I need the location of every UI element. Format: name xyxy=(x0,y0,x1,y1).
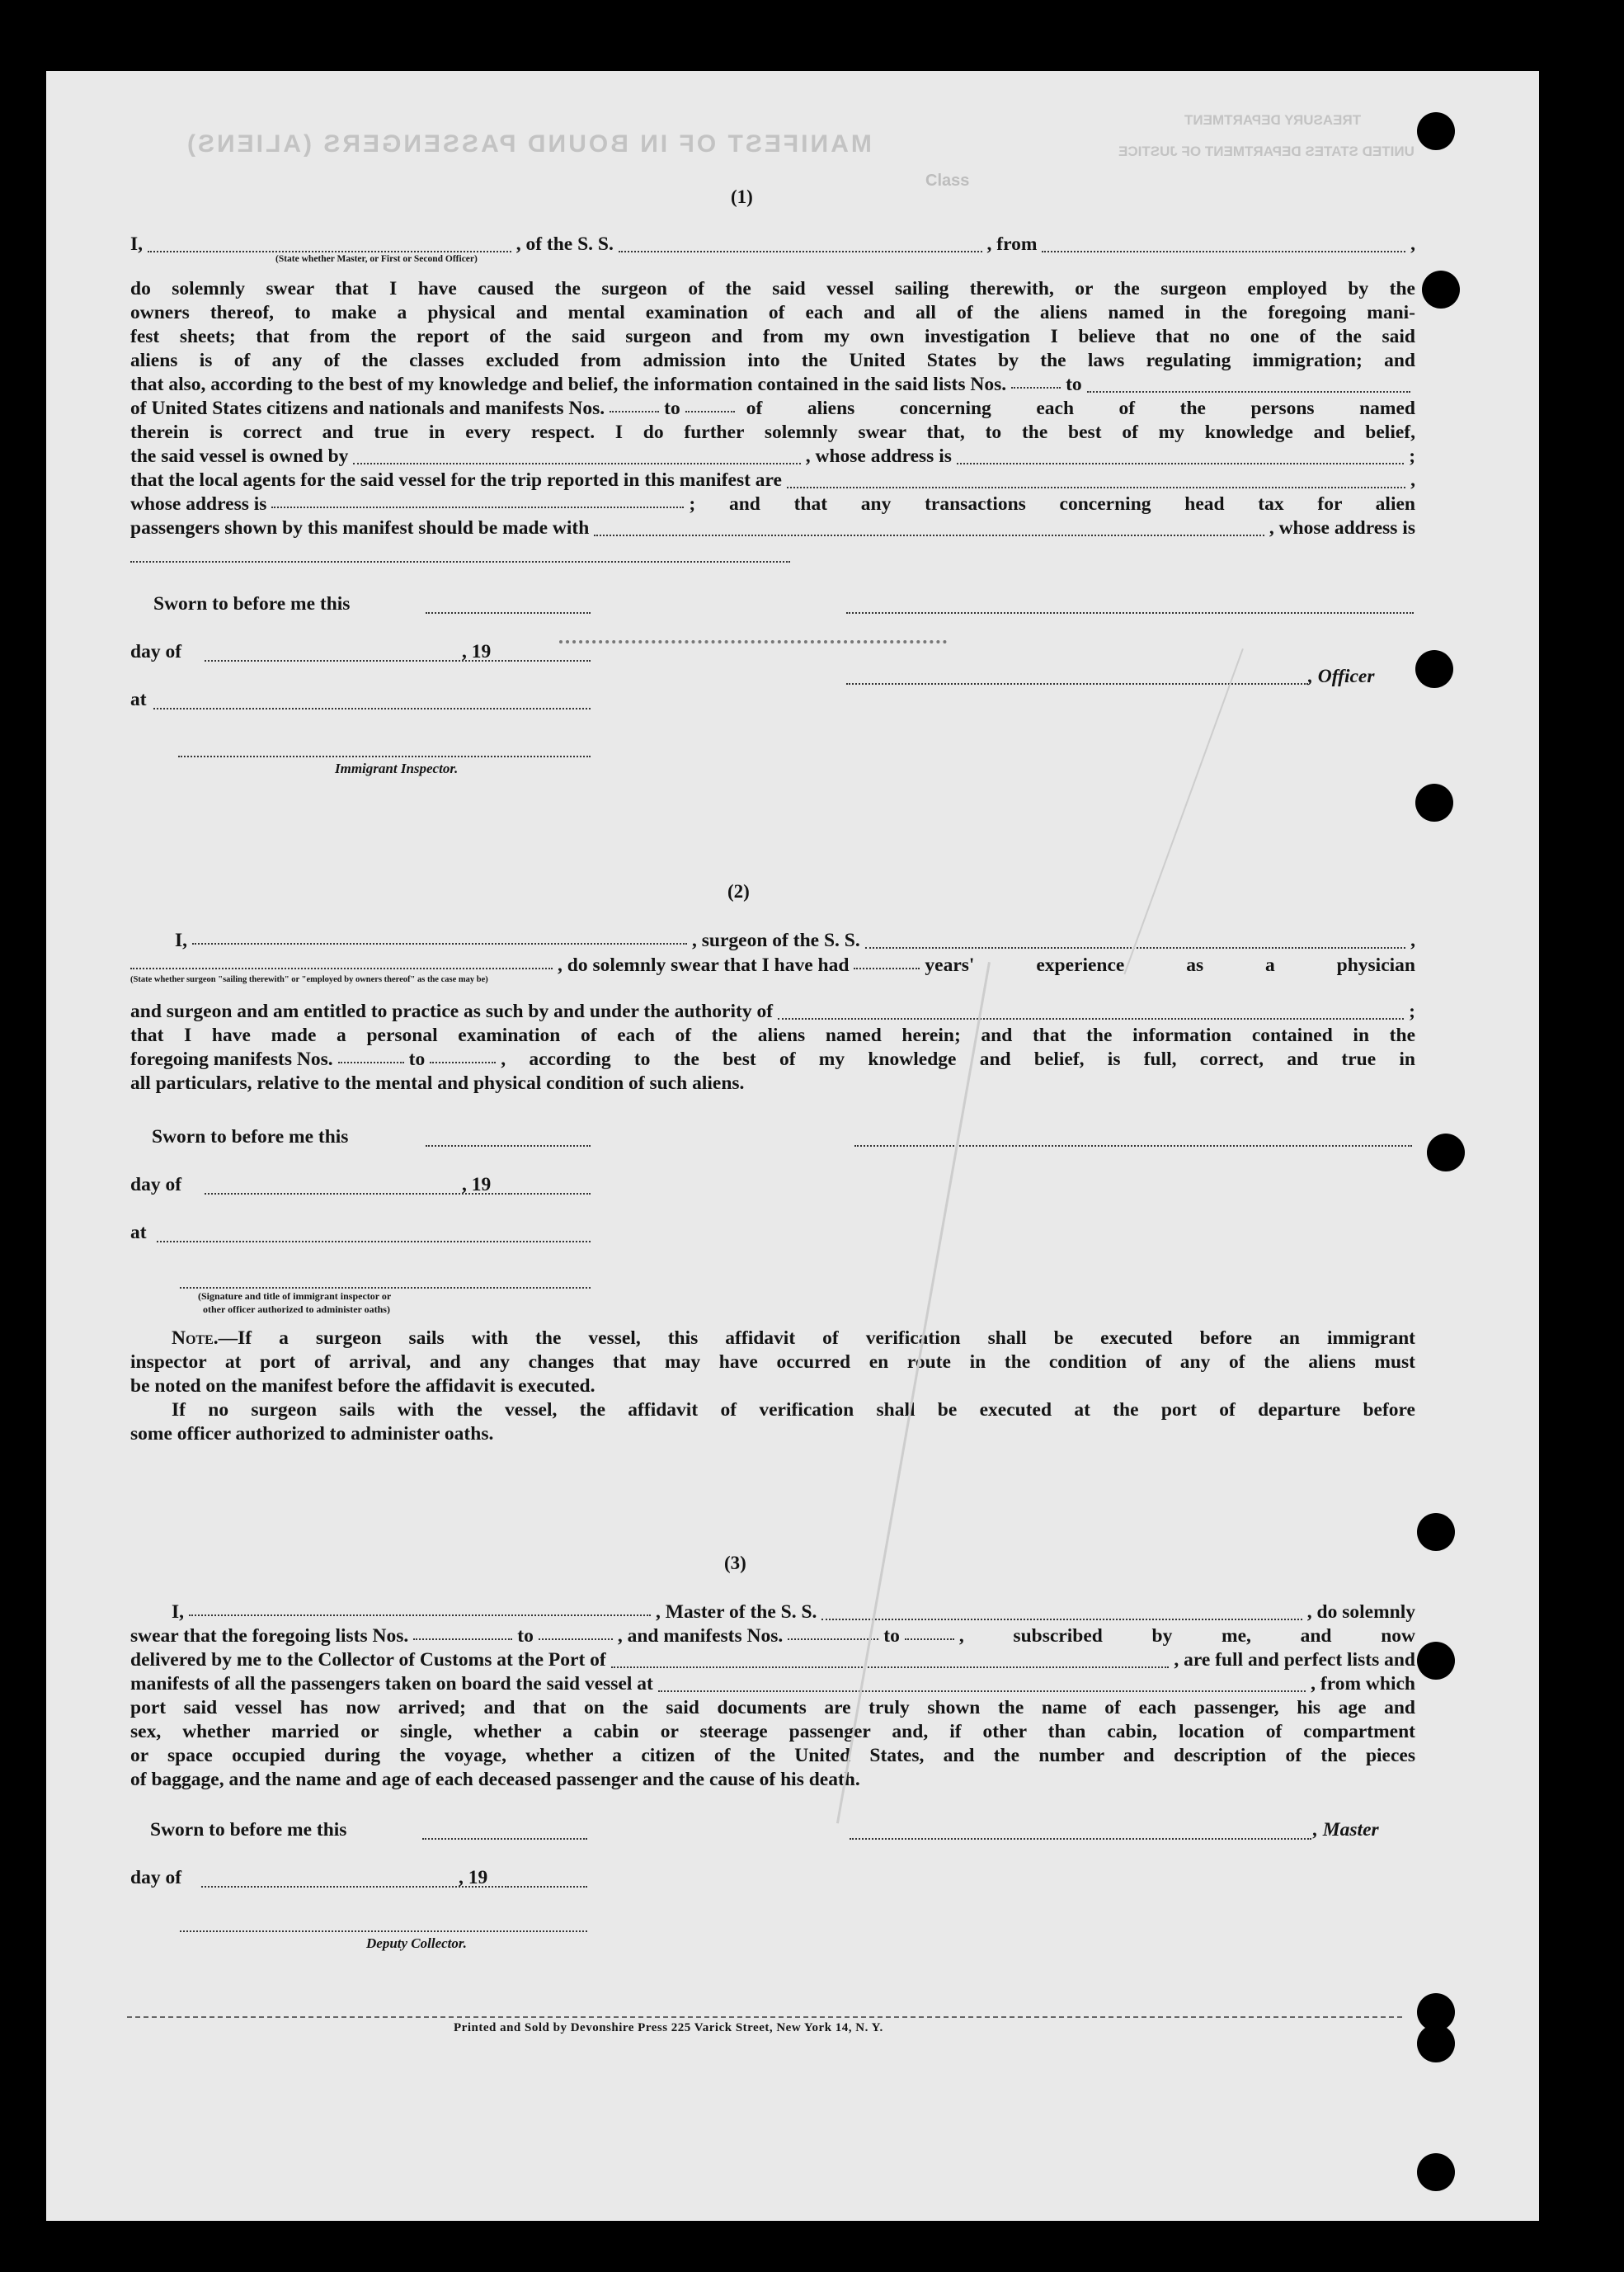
s1-faint-dots xyxy=(559,640,947,643)
s2-line-1: I, , surgeon of the S. S. , xyxy=(175,930,1415,951)
s2-note-2: inspector at port of arrival, and any changes that may have occurred en route in the condition of any of the aliens must xyxy=(130,1351,1415,1373)
s2-day-of: day of xyxy=(130,1174,182,1195)
s1-inspector-blank xyxy=(178,756,591,757)
s1-signature-blank xyxy=(846,612,1414,614)
s1-par-10: whose address is ; and that any transactions concerning head tax for alien xyxy=(130,493,1415,515)
s3-line-5: port said vessel has now arrived; and that on the said documents are truly shown the name of each passenger, his age and xyxy=(130,1697,1415,1718)
s3-line-6: sex, whether married or single, whether a cabin or steerage passenger and, if other than cabin, location of compartment xyxy=(130,1721,1415,1742)
section-3-number: (3) xyxy=(724,1553,746,1573)
s3-master: , Master xyxy=(1313,1819,1379,1841)
s2-sig-caption-2: other officer authorized to administer oaths) xyxy=(203,1303,390,1315)
s3-collector: Deputy Collector. xyxy=(366,1935,467,1951)
s3-day-of: day of xyxy=(130,1867,182,1888)
s3-master-blank xyxy=(850,1838,1311,1840)
s1-rank-blank xyxy=(148,246,511,252)
s1-sworn: Sworn to before me this xyxy=(153,593,351,615)
s2-signature-blank xyxy=(854,1145,1412,1147)
s2-year-blank xyxy=(508,1193,591,1195)
s2-at: at xyxy=(130,1222,147,1243)
s1-par-6: of United States citizens and nationals and manifests Nos. to of aliens concerning each of the persons named xyxy=(130,398,1415,419)
punch-hole xyxy=(1417,2025,1455,2062)
punch-hole xyxy=(1415,650,1453,688)
s2-sworn: Sworn to before me this xyxy=(152,1126,349,1148)
footer-printer: Printed and Sold by Devonshire Press 225 Varick Street, New York 14, N. Y. xyxy=(454,2021,883,2034)
section-1-number: (1) xyxy=(731,186,753,207)
s2-at-blank xyxy=(157,1241,591,1242)
s3-lists-to-blank xyxy=(539,1633,613,1640)
s1-owner-blank xyxy=(353,458,800,464)
s1-par-2: owners thereof, to make a physical and mental examination of each and all of the aliens named in the foregoing mani- xyxy=(130,302,1415,323)
s2-note-label: Note. xyxy=(172,1327,219,1349)
s3-manifests-from-blank xyxy=(788,1633,878,1640)
s3-line-4: manifests of all the passengers taken on board the said vessel at , from which xyxy=(130,1673,1415,1695)
s2-note-5: some officer authorized to administer oaths. xyxy=(130,1423,494,1445)
s2-line-2: , do solemnly swear that I have had years' experience as a physician xyxy=(130,954,1415,978)
s1-sworn-blank xyxy=(426,612,591,614)
s2-name-blank xyxy=(192,938,687,945)
punch-hole xyxy=(1422,271,1460,309)
s1-at-blank xyxy=(153,708,591,709)
s1-manifest-to-blank xyxy=(685,406,735,412)
s2-authority-blank xyxy=(778,1013,1404,1020)
s2-note-1: Note.—If a surgeon sails with the vessel, this affidavit of verification shall be executed before an immigrant xyxy=(172,1327,1415,1349)
s1-from: , from xyxy=(986,233,1038,255)
s1-line-1 xyxy=(130,233,1415,257)
s2-sig-caption-1: (Signature and title of immigrant inspector or xyxy=(198,1290,392,1302)
s1-officer-blank xyxy=(846,683,1308,685)
s1-of-ss: , of the S. S. xyxy=(515,233,614,255)
faded-right-2: UNITED STATES DEPARTMENT OF JUSTICE xyxy=(1118,144,1415,159)
s1-par-3: fest sheets; that from the report of the said surgeon and from my own investigation I believe that no one of the said xyxy=(130,326,1415,347)
s1-list-from-blank xyxy=(1011,382,1061,389)
s1-par-5: that also, according to the best of my knowledge and belief, the information contained in the said lists Nos. to xyxy=(130,373,1415,397)
s1-at: at xyxy=(130,689,147,710)
s3-line-7: or space occupied during the voyage, whether a citizen of the United States, and the number and description of the pieces xyxy=(130,1745,1415,1766)
punch-hole xyxy=(1417,112,1455,150)
s1-par-9: that the local agents for the said vessel for the trip reported in this manifest are , xyxy=(130,469,1415,491)
s3-name-blank xyxy=(189,1610,651,1616)
s3-collector-blank xyxy=(180,1930,587,1932)
s3-line-2: swear that the foregoing lists Nos. to , and manifests Nos. to , subscribed by me, and now xyxy=(130,1625,1415,1647)
footer-rule xyxy=(127,2016,1402,2018)
s1-par-11: passengers shown by this manifest should be made with , whose address is xyxy=(130,517,1415,539)
fold-line-upper xyxy=(1123,648,1244,974)
s1-par-8: the said vessel is owned by , whose address is ; xyxy=(130,445,1416,467)
s3-vessel-blank xyxy=(821,1614,1302,1620)
s3-line-8: of baggage, and the name and age of each deceased passenger and the cause of his death. xyxy=(130,1769,860,1790)
s2-note-4: If no surgeon sails with the vessel, the affidavit of verification shall be executed at the port of departure before xyxy=(172,1399,1415,1421)
s2-year: , 19 xyxy=(462,1174,492,1195)
s3-sworn: Sworn to before me this xyxy=(150,1819,347,1841)
s3-line-3: delivered by me to the Collector of Customs at the Port of , are full and perfect lists and xyxy=(130,1649,1415,1671)
s1-owner-address-blank xyxy=(957,458,1404,464)
s3-port-blank xyxy=(611,1662,1170,1668)
manifest-page xyxy=(46,71,1539,2221)
s1-comma: , xyxy=(1410,233,1416,255)
s2-nos-to-blank xyxy=(430,1057,496,1063)
s2-inspector-blank xyxy=(180,1287,591,1289)
faded-class: Class xyxy=(925,172,970,190)
s1-par-1: do solemnly swear that I have caused the surgeon of the said vessel sailing therewith, or the surgeon employed by the xyxy=(130,278,1415,299)
s1-day-of: day of xyxy=(130,641,182,662)
punch-hole xyxy=(1415,784,1453,822)
s2-note-3: be noted on the manifest before the affidavit is executed. xyxy=(130,1375,595,1397)
punch-hole xyxy=(1417,1513,1455,1551)
s1-headtax-blank xyxy=(594,530,1264,536)
s3-manifests-to-blank xyxy=(905,1633,954,1640)
s1-manifest-from-blank xyxy=(610,406,659,412)
s1-vessel-blank xyxy=(619,246,982,252)
s1-year-blank xyxy=(508,660,591,662)
punch-hole xyxy=(1417,1642,1455,1680)
s3-boarded-at-blank xyxy=(658,1685,1306,1692)
faded-title: MANIFEST OF IN BOUND PASSENGERS (ALIENS) xyxy=(185,130,872,158)
s1-agents-address-blank xyxy=(271,502,684,508)
s1-officer: , Officer xyxy=(1308,666,1375,687)
s1-inspector: Immigrant Inspector. xyxy=(335,761,459,776)
s3-line-1: I, , Master of the S. S. , do solemnly xyxy=(172,1601,1415,1623)
s3-sworn-blank xyxy=(422,1838,587,1840)
s2-line-4: that I have made a personal examination of each of the aliens named herein; and that the information contained in the xyxy=(130,1025,1415,1046)
s3-year-blank xyxy=(505,1886,587,1888)
section-2-number: (2) xyxy=(727,881,750,902)
s1-from-blank xyxy=(1042,246,1405,252)
s3-year: , 19 xyxy=(459,1867,488,1888)
s2-sailing-blank xyxy=(130,963,553,969)
s2-sworn-blank xyxy=(426,1145,591,1147)
s2-nos-from-blank xyxy=(338,1057,404,1063)
punch-hole xyxy=(1417,2153,1455,2191)
s2-line-6: all particulars, relative to the mental and physical condition of such aliens. xyxy=(130,1072,745,1094)
s1-headtax-address-blank xyxy=(130,561,790,563)
faded-right-top: TREASURY DEPARTMENT xyxy=(1184,112,1362,128)
s1-year: , 19 xyxy=(462,641,492,662)
punch-hole xyxy=(1427,1134,1465,1171)
s1-par-7: therein is correct and true in every respect. I do further solemnly swear that, to the best of my knowledge and belief, xyxy=(130,422,1415,443)
s3-lists-from-blank xyxy=(413,1633,512,1640)
s2-years-blank xyxy=(854,963,920,969)
s1-caption: (State whether Master, or First or Second Officer) xyxy=(275,254,478,264)
s1-par-4: aliens is of any of the classes excluded from admission into the United States by the laws regulating immigration; and xyxy=(130,350,1415,371)
s1-i: I, xyxy=(130,233,144,255)
s1-list-to-blank xyxy=(1087,386,1410,393)
s1-agents-blank xyxy=(787,482,1405,488)
s2-caption: (State whether surgeon "sailing therewith" or "employed by owners thereof" as the case may be) xyxy=(130,975,488,984)
s2-line-5: foregoing manifests Nos. to , according to the best of my knowledge and belief, is full, correct, and true in xyxy=(130,1049,1415,1070)
s2-line-3: and surgeon and am entitled to practice as such by and under the authority of ; xyxy=(130,1001,1415,1022)
